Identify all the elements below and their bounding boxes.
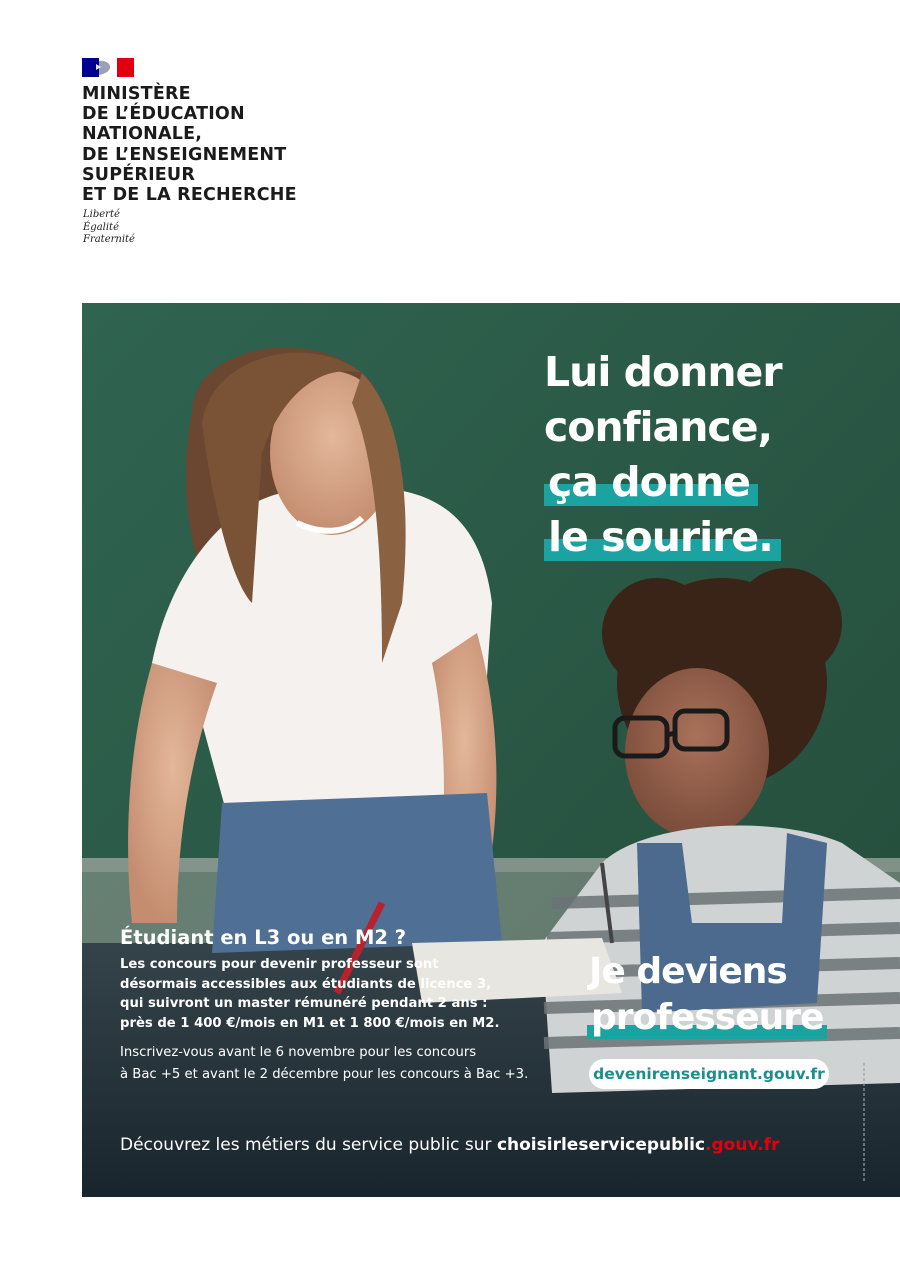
- footer-prefix: Découvrez les métiers du service public sur: [120, 1135, 497, 1155]
- headline-highlight: ça donne: [544, 455, 754, 510]
- info-note-line: Inscrivez-vous avant le 6 novembre pour les concours: [120, 1045, 477, 1060]
- headline-highlight: le sourire.: [544, 510, 777, 565]
- footer-line: [120, 1131, 880, 1159]
- headline-line: Lui donner: [544, 348, 782, 396]
- footer-domain[interactable]: .gouv.fr: [705, 1135, 780, 1155]
- cta-highlight: professeure: [589, 995, 825, 1041]
- motto-line: Égalité: [83, 221, 119, 233]
- motto-line: Liberté: [83, 209, 120, 220]
- info-body-line: Les concours pour devenir professeur sont: [120, 957, 439, 972]
- info-body: [120, 955, 560, 1033]
- info-body-line: près de 1 400 €/mois en M1 et 1 800 €/mois en M2.: [120, 1015, 500, 1031]
- republic-motto: [83, 209, 135, 247]
- headline-line-highlighted: [544, 455, 884, 510]
- info-block: [120, 925, 560, 1086]
- photo-credit: [860, 1063, 868, 1183]
- cta-line-highlighted: [589, 995, 889, 1041]
- info-title: Étudiant en L3 ou en M2 ?: [120, 926, 407, 949]
- headline-line: confiance,: [544, 403, 773, 451]
- cta-line: Je deviens: [589, 951, 787, 992]
- ministry-line: DE L’ÉDUCATION: [82, 104, 245, 125]
- ministry-line: ET DE LA RECHERCHE: [82, 185, 297, 206]
- info-body-line: qui suivront un master rémunéré pendant 2 ans :: [120, 996, 488, 1011]
- headline-line-highlighted: [544, 510, 884, 565]
- cta-heading: [589, 949, 889, 1041]
- info-note-line: à Bac +5 et avant le 2 décembre pour les concours à Bac +3.: [120, 1067, 529, 1082]
- ministry-line: DE L’ENSEIGNEMENT: [82, 144, 287, 165]
- headline: [544, 345, 884, 565]
- info-note: [120, 1042, 560, 1086]
- campaign-poster: [82, 303, 900, 1197]
- motto-line: Fraternité: [83, 234, 135, 245]
- website-link[interactable]: devenirenseignant.gouv.fr: [589, 1059, 829, 1089]
- ministry-line: MINISTÈRE: [82, 84, 191, 104]
- ministry-line: NATIONALE,: [82, 124, 203, 145]
- marianne-flag-logo: [82, 58, 134, 77]
- ministry-name: [82, 84, 342, 205]
- ministry-line: SUPÉRIEUR: [82, 164, 196, 185]
- footer-site-link[interactable]: choisirleservicepublic: [496, 1135, 706, 1155]
- info-body-line: désormais accessibles aux étudiants de licence 3,: [120, 976, 492, 992]
